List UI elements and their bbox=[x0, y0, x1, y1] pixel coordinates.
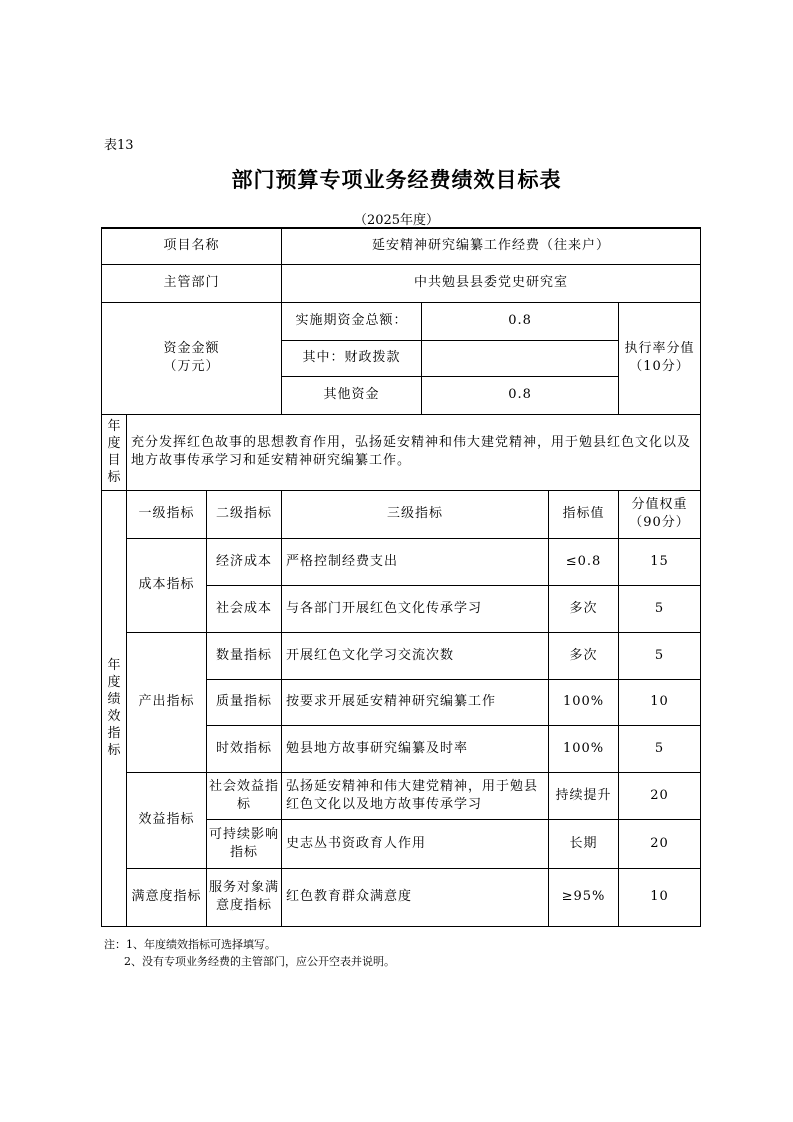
table-number: 表13 bbox=[104, 138, 134, 153]
project-name-value: 延安精神研究编纂工作经费（往来户） bbox=[282, 228, 701, 264]
row-level2: 服务对象满意度指标 bbox=[207, 868, 282, 926]
row-level3: 与各部门开展红色文化传承学习 bbox=[282, 585, 549, 632]
exec-rate-label: 执行率分值 bbox=[624, 341, 695, 356]
row-level3: 弘扬延安精神和伟大建党精神，用于勉县红色文化以及地方故事传承学习 bbox=[282, 772, 549, 819]
row-value: 多次 bbox=[549, 585, 619, 632]
row-level3: 按要求开展延安精神研究编纂工作 bbox=[282, 679, 549, 725]
row-weight: 5 bbox=[619, 725, 701, 772]
budget-year: （2025年度） bbox=[353, 213, 440, 228]
other-funds-value: 0.8 bbox=[422, 376, 619, 414]
header-level2: 二级指标 bbox=[207, 490, 282, 538]
perf-indicators-label: 年度绩效指标 bbox=[102, 490, 127, 926]
annual-goal-text: 充分发挥红色故事的思想教育作用，弘扬延安精神和伟大建党精神，用于勉县红色文化以及地方故事传承学习和延安精神研究编纂工作。 bbox=[127, 414, 701, 490]
group-level1: 效益指标 bbox=[127, 772, 207, 868]
exec-rate-score: （10分） bbox=[629, 359, 690, 374]
exec-rate-cell bbox=[619, 302, 701, 414]
row-level3: 红色教育群众满意度 bbox=[282, 868, 549, 926]
row-value: ≤0.8 bbox=[549, 538, 619, 585]
row-value: 100% bbox=[549, 725, 619, 772]
group-level1: 产出指标 bbox=[127, 632, 207, 772]
dept-value: 中共勉县县委党史研究室 bbox=[282, 264, 701, 302]
funds-label: 资金金额 bbox=[163, 341, 220, 356]
row-level2: 数量指标 bbox=[207, 632, 282, 679]
row-weight: 20 bbox=[619, 819, 701, 868]
row-level2: 质量指标 bbox=[207, 679, 282, 725]
other-funds-label: 其他资金 bbox=[282, 376, 422, 414]
row-level2: 时效指标 bbox=[207, 725, 282, 772]
dept-label: 主管部门 bbox=[102, 264, 282, 302]
total-funds-value: 0.8 bbox=[422, 302, 619, 340]
row-value: 持续提升 bbox=[549, 772, 619, 819]
footnote-1: 注：1、年度绩效指标可选择填写。 bbox=[104, 938, 276, 951]
row-level3: 勉县地方故事研究编纂及时率 bbox=[282, 725, 549, 772]
header-weight-sub: （90分） bbox=[629, 515, 690, 530]
performance-target-table bbox=[101, 227, 701, 927]
row-level2: 可持续影响指标 bbox=[207, 819, 282, 868]
row-weight: 10 bbox=[619, 868, 701, 926]
row-value: 长期 bbox=[549, 819, 619, 868]
project-name-label: 项目名称 bbox=[102, 228, 282, 264]
footnote-2: 2、没有专项业务经费的主管部门，应公开空表并说明。 bbox=[124, 955, 395, 968]
row-weight: 10 bbox=[619, 679, 701, 725]
header-value: 指标值 bbox=[549, 490, 619, 538]
row-level2: 社会成本 bbox=[207, 585, 282, 632]
funds-label-cell bbox=[102, 302, 282, 414]
annual-goal-label: 年度目标 bbox=[102, 414, 127, 490]
header-weight: 分值权重 bbox=[631, 497, 688, 512]
row-level2: 社会效益指标 bbox=[207, 772, 282, 819]
row-value: 多次 bbox=[549, 632, 619, 679]
row-level3: 严格控制经费支出 bbox=[282, 538, 549, 585]
footnotes bbox=[104, 936, 395, 970]
row-level3: 史志丛书资政育人作用 bbox=[282, 819, 549, 868]
header-level3: 三级指标 bbox=[282, 490, 549, 538]
total-funds-label: 实施期资金总额： bbox=[282, 302, 422, 340]
group-level1: 成本指标 bbox=[127, 538, 207, 632]
row-weight: 15 bbox=[619, 538, 701, 585]
row-weight: 5 bbox=[619, 632, 701, 679]
row-value: ≥95% bbox=[549, 868, 619, 926]
row-level2: 经济成本 bbox=[207, 538, 282, 585]
fiscal-funds-value bbox=[422, 340, 619, 376]
header-level1: 一级指标 bbox=[127, 490, 207, 538]
funds-unit: （万元） bbox=[163, 359, 220, 374]
row-value: 100% bbox=[549, 679, 619, 725]
row-weight: 5 bbox=[619, 585, 701, 632]
row-weight: 20 bbox=[619, 772, 701, 819]
group-level1: 满意度指标 bbox=[127, 868, 207, 926]
page-title: 部门预算专项业务经费绩效目标表 bbox=[231, 167, 562, 192]
header-weight-cell bbox=[619, 490, 701, 538]
fiscal-funds-label: 其中：财政拨款 bbox=[282, 340, 422, 376]
row-level3: 开展红色文化学习交流次数 bbox=[282, 632, 549, 679]
